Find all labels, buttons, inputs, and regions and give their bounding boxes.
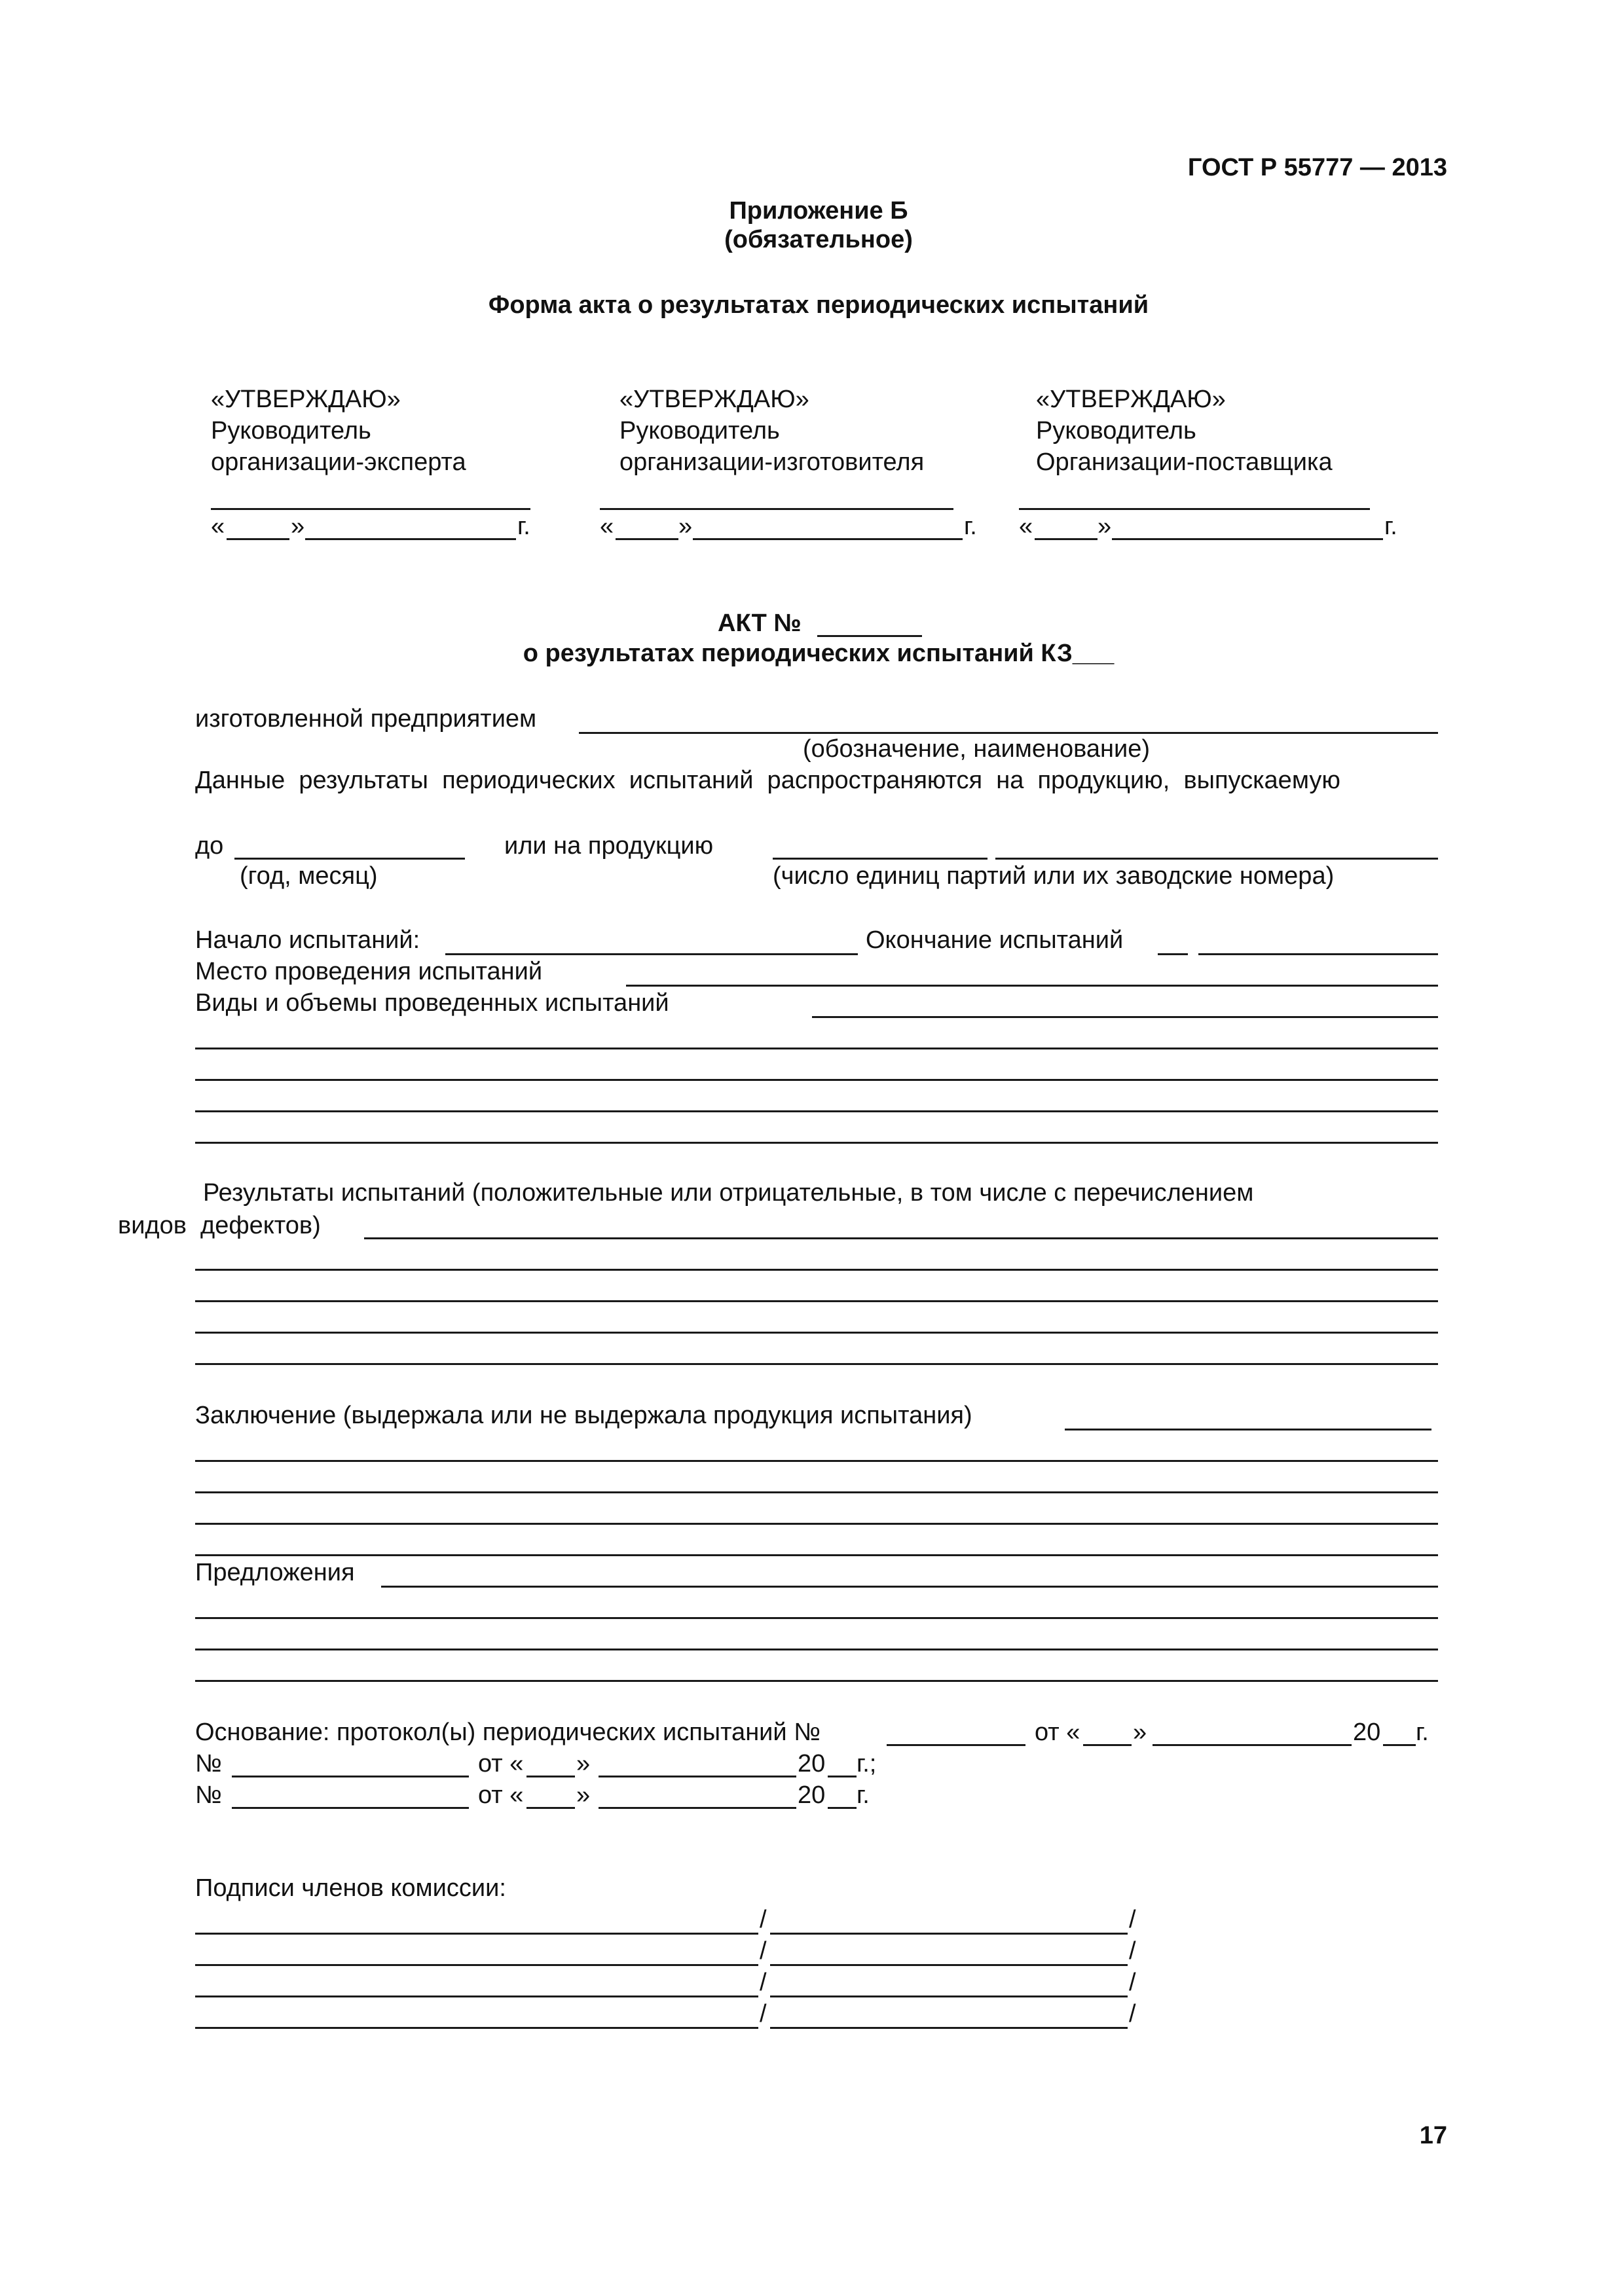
signature-field[interactable] [195,1933,758,1935]
signature-separator: / [760,1937,767,1965]
protocol-year-field[interactable] [1383,1744,1416,1746]
approval-role: Руководитель [1036,417,1196,445]
year-suffix: г. [857,1781,870,1809]
approval-organization: организации-эксперта [211,448,466,476]
protocol-day-field[interactable] [526,1776,575,1777]
date-open-quote: « [600,513,614,540]
results-field[interactable] [364,1237,1438,1239]
signature-separator: / [1129,2000,1136,2028]
day-field-line[interactable] [227,538,289,540]
number-sign: № [195,1750,222,1777]
conclusion-line[interactable] [195,1491,1438,1493]
signature-separator: / [1129,1937,1136,1965]
quote-close: » [576,1750,591,1777]
manufactured-by-label: изготовленной предприятием [195,705,537,733]
signatures-label: Подписи членов комиссии: [195,1874,506,1902]
approval-stamp: «УТВЕРЖДАЮ» [619,386,809,413]
proposals-line[interactable] [195,1680,1438,1682]
until-label: до [195,832,224,860]
start-date-field[interactable] [445,953,858,955]
approval-organization: организации-изготовителя [619,448,925,476]
conclusion-line[interactable] [195,1554,1438,1556]
results-label: Результаты испытаний (положительные или отрицательные, в том числе с перечислением [203,1179,1254,1207]
number-sign: № [195,1781,222,1809]
or-product-label: или на продукцию [504,832,714,860]
signature-separator: / [1129,1969,1136,1996]
act-subtitle: о результатах периодических испытаний КЗ___ [523,640,1115,667]
quote-close: » [1133,1719,1147,1746]
approval-role: Руководитель [619,417,780,445]
protocol-number-field[interactable] [232,1776,469,1777]
proposals-label: Предложения [195,1559,355,1586]
date-close-quote: » [678,513,693,540]
units-count-field[interactable] [773,858,987,860]
century-label: 20 [798,1781,826,1809]
year-suffix: г. [1416,1719,1429,1746]
from-label: от « [478,1750,524,1777]
signature-field[interactable] [195,2027,758,2029]
results-line[interactable] [195,1300,1438,1302]
approval-role: Руководитель [211,417,371,445]
units-hint: (число единиц партий или их заводские номера) [773,862,1335,890]
act-number-label: АКТ № [718,610,802,637]
protocol-day-field[interactable] [526,1807,575,1809]
conclusion-field[interactable] [1065,1429,1431,1430]
types-field[interactable] [812,1016,1438,1018]
signature-line[interactable] [600,508,953,510]
conclusion-line[interactable] [195,1460,1438,1462]
protocol-number-field[interactable] [232,1807,469,1809]
name-field[interactable] [770,1964,1128,1966]
appendix-note: (обязательное) [724,226,913,253]
place-field[interactable] [626,985,1438,987]
proposals-field[interactable] [381,1586,1438,1588]
protocol-year-field[interactable] [828,1776,857,1777]
signature-line[interactable] [211,508,530,510]
date-close-quote: » [291,513,305,540]
approval-stamp: «УТВЕРЖДАЮ» [211,386,401,413]
day-field-line[interactable] [616,538,678,540]
signature-line[interactable] [1019,508,1370,510]
signature-separator: / [1129,1906,1136,1933]
appendix-title: Приложение Б [729,197,908,225]
form-title: Форма акта о результатах периодических испытаний [488,291,1149,319]
year-month-hint: (год, месяц) [240,862,378,890]
century-label: 20 [1353,1719,1381,1746]
basis-text: Основание: протокол(ы) периодических испытаний № [195,1719,821,1746]
scope-text: Данные результаты периодических испытаний распространяются на продукцию, выпускаемую [195,767,1340,794]
from-label: от « [478,1781,524,1809]
types-line[interactable] [195,1079,1438,1081]
conclusion-line[interactable] [195,1523,1438,1525]
types-line[interactable] [195,1142,1438,1144]
types-line[interactable] [195,1048,1438,1049]
protocol-month-field[interactable] [1153,1744,1352,1746]
protocol-day-field[interactable] [1083,1744,1132,1746]
year-suffix: г. [1384,513,1397,540]
proposals-line[interactable] [195,1649,1438,1650]
end-day-field[interactable] [1158,953,1188,955]
serial-numbers-field[interactable] [995,858,1438,860]
place-label: Место проведения испытаний [195,958,543,985]
signature-separator: / [760,2000,767,2028]
name-field[interactable] [770,1995,1128,1997]
end-date-field[interactable] [1198,953,1438,955]
protocol-month-field[interactable] [599,1776,796,1777]
date-open-quote: « [211,513,225,540]
results-label-continued: видов дефектов) [118,1212,321,1239]
signature-separator: / [760,1906,767,1933]
approval-stamp: «УТВЕРЖДАЮ» [1036,386,1226,413]
quote-close: » [576,1781,591,1809]
results-line[interactable] [195,1332,1438,1334]
century-label: 20 [798,1750,826,1777]
page-number: 17 [1419,2122,1447,2149]
types-line[interactable] [195,1110,1438,1112]
from-label: от « [1035,1719,1080,1746]
day-field-line[interactable] [1035,538,1098,540]
conclusion-label: Заключение (выдержала или не выдержала продукция испытания) [195,1402,972,1429]
protocol-year-field[interactable] [828,1807,857,1809]
proposals-line[interactable] [195,1617,1438,1619]
results-line[interactable] [195,1269,1438,1271]
date-open-quote: « [1019,513,1033,540]
name-field[interactable] [770,2027,1128,2029]
end-label: Окончание испытаний [866,926,1124,954]
manufacturer-field[interactable] [579,732,1438,734]
approval-organization: Организации-поставщика [1036,448,1333,476]
year-suffix: г.; [857,1750,877,1777]
signature-field[interactable] [195,1995,758,1997]
name-field[interactable] [770,1933,1128,1935]
until-date-field[interactable] [234,858,465,860]
act-number-field[interactable] [817,635,922,637]
month-field-line[interactable] [305,538,516,540]
designation-hint: (обозначение, наименование) [803,735,1150,763]
types-label: Виды и объемы проведенных испытаний [195,989,669,1017]
year-suffix: г. [964,513,977,540]
signature-field[interactable] [195,1964,758,1966]
month-field-line[interactable] [693,538,963,540]
standard-code: ГОСТ Р 55777 — 2013 [1187,154,1447,181]
year-suffix: г. [517,513,530,540]
protocol-month-field[interactable] [599,1807,796,1809]
start-label: Начало испытаний: [195,926,420,954]
results-line[interactable] [195,1363,1438,1365]
date-close-quote: » [1098,513,1112,540]
protocol-number-field[interactable] [887,1744,1025,1746]
month-field-line[interactable] [1112,538,1383,540]
signature-separator: / [760,1969,767,1996]
